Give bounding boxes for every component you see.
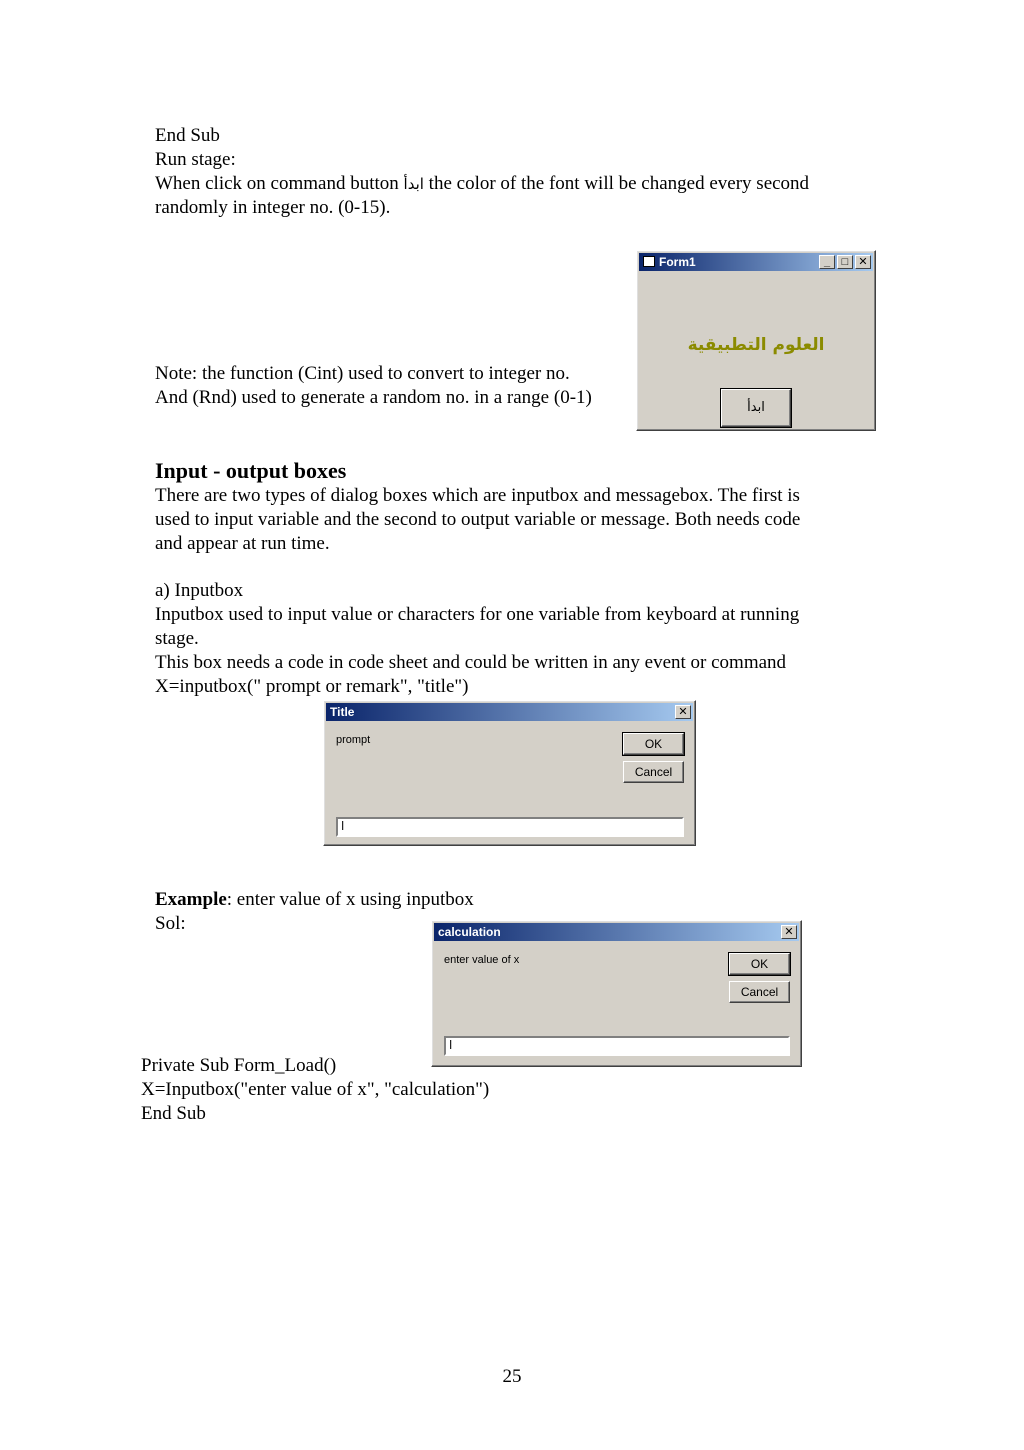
form1-label: العلوم التطبيقية bbox=[687, 335, 825, 355]
maximize-icon[interactable]: □ bbox=[837, 255, 853, 269]
section-heading: Input - output boxes bbox=[155, 458, 347, 483]
code-end-sub: End Sub bbox=[155, 125, 220, 146]
inputbox-desc-1: Inputbox used to input value or characters for one variable from keyboard at running bbox=[155, 604, 800, 625]
start-button[interactable]: ابدأ bbox=[721, 389, 791, 427]
run-stage-text bbox=[155, 172, 809, 196]
calculation-dialog-prompt: enter value of x bbox=[444, 954, 520, 966]
form1-titlebar bbox=[639, 253, 873, 271]
title-dialog-title: Title bbox=[330, 705, 355, 719]
input-field[interactable]: ا bbox=[336, 817, 684, 837]
close-icon[interactable]: ✕ bbox=[675, 705, 691, 719]
inputbox-desc-2: stage. bbox=[155, 628, 199, 649]
note-cint: Note: the function (Cint) used to convert to integer no. bbox=[155, 363, 570, 384]
run-stage-arabic: ابدأ bbox=[403, 175, 424, 193]
code-line-3: End Sub bbox=[141, 1103, 206, 1124]
run-stage-label: Run stage: bbox=[155, 149, 236, 170]
example-text: : enter value of x using inputbox bbox=[226, 889, 474, 910]
calculation-dialog-titlebar bbox=[434, 923, 799, 941]
form1-title: Form1 bbox=[659, 255, 696, 269]
cancel-button[interactable]: Cancel bbox=[729, 981, 790, 1003]
inputbox-desc-3: This box needs a code in code sheet and could be written in any event or command bbox=[155, 652, 787, 673]
title-dialog-titlebar bbox=[326, 703, 693, 721]
inputbox-syntax: X=inputbox(" prompt or remark", "title") bbox=[155, 676, 469, 697]
title-dialog-prompt: prompt bbox=[336, 734, 371, 746]
paragraph-line-2: used to input variable and the second to output variable or message. Both needs code bbox=[155, 509, 801, 530]
close-icon[interactable]: ✕ bbox=[855, 255, 871, 269]
title-dialog bbox=[323, 700, 696, 846]
code-line-1: Private Sub Form_Load() bbox=[141, 1055, 337, 1076]
calculation-dialog-title: calculation bbox=[438, 925, 501, 939]
example-line bbox=[155, 888, 474, 912]
minimize-icon[interactable]: _ bbox=[819, 255, 835, 269]
example-label: Example bbox=[155, 889, 227, 910]
run-stage-text-2: randomly in integer no. (0-15). bbox=[155, 197, 391, 218]
run-stage-text-b: the color of the font will be changed every second bbox=[428, 173, 810, 194]
form-icon bbox=[643, 256, 655, 267]
code-line-2: X=Inputbox("enter value of x", "calculation") bbox=[141, 1079, 490, 1100]
note-rnd: And (Rnd) used to generate a random no. in a range (0-1) bbox=[155, 387, 592, 408]
paragraph-line-3: and appear at run time. bbox=[155, 533, 330, 554]
form1-window bbox=[636, 250, 876, 431]
cancel-button[interactable]: Cancel bbox=[623, 761, 684, 783]
ok-button[interactable]: OK bbox=[729, 953, 790, 975]
paragraph-line-1: There are two types of dialog boxes which are inputbox and messagebox. The first is bbox=[155, 485, 800, 506]
page-number: 25 bbox=[502, 1366, 522, 1387]
ok-button[interactable]: OK bbox=[623, 733, 684, 755]
calculation-dialog bbox=[431, 920, 802, 1067]
close-icon[interactable]: ✕ bbox=[781, 925, 797, 939]
inputbox-subheading: a) Inputbox bbox=[155, 580, 244, 601]
run-stage-text-a: When click on command button bbox=[155, 173, 399, 194]
sol-label: Sol: bbox=[155, 913, 186, 934]
input-field[interactable]: ا bbox=[444, 1036, 790, 1056]
